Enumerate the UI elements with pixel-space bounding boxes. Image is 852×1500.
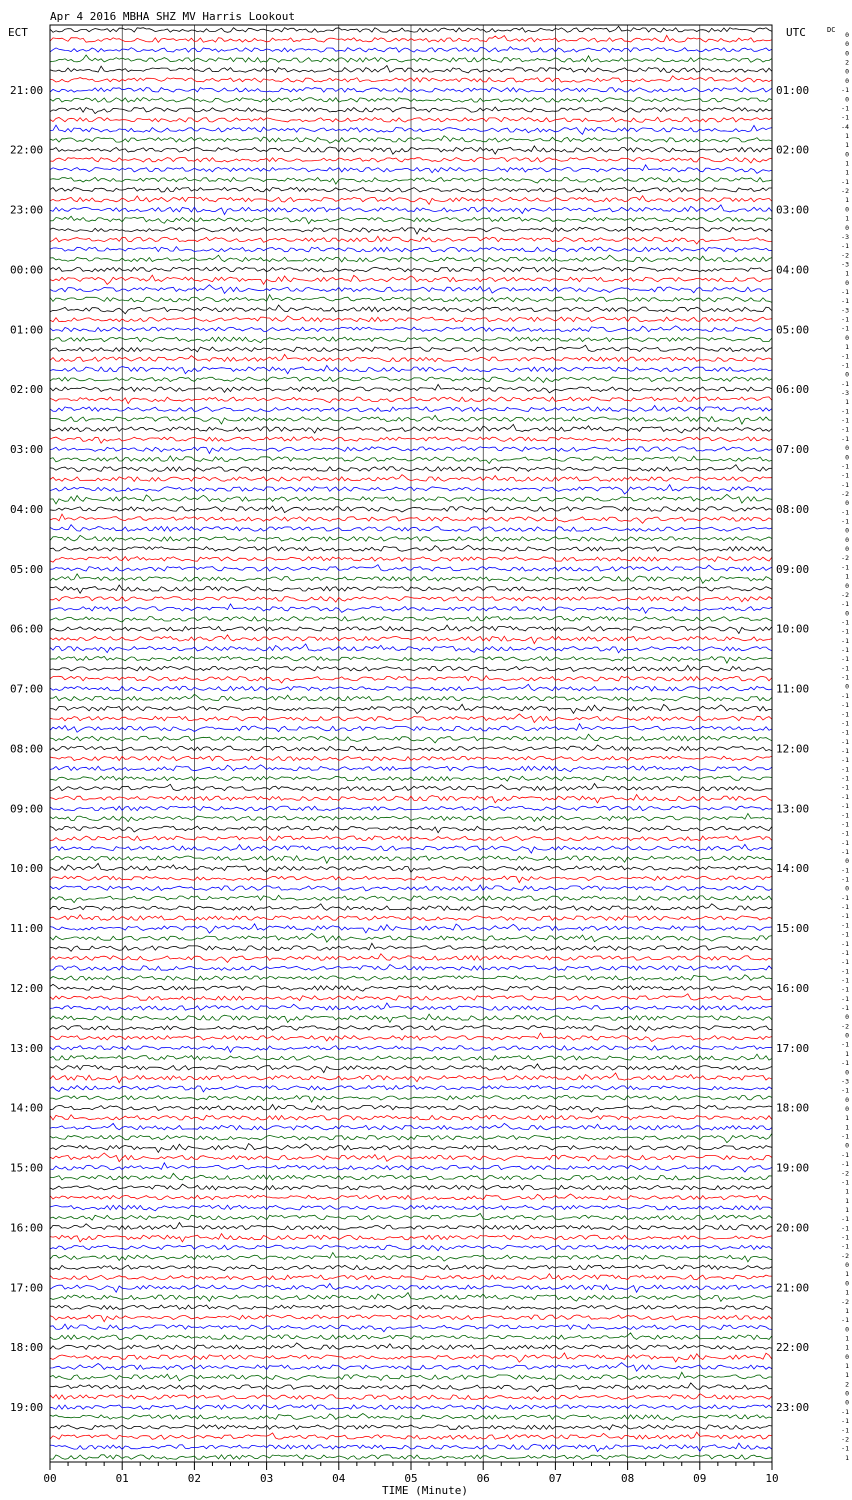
- left-hour-label: 10:00: [10, 862, 44, 876]
- dc-offset-value: -1: [841, 930, 849, 939]
- right-hour-label: 17:00: [776, 1041, 810, 1055]
- left-hour-label: 19:00: [10, 1401, 44, 1415]
- x-tick-label: 10: [765, 1472, 779, 1485]
- right-hour-label: 12:00: [776, 742, 810, 756]
- dc-offset-value: 1: [845, 1187, 849, 1196]
- dc-offset-value: 1: [845, 1206, 849, 1214]
- dc-offset-value: 1: [845, 343, 849, 352]
- dc-offset-value: 0: [845, 1095, 849, 1104]
- right-hour-label: 07:00: [776, 443, 810, 457]
- dc-offset-value: -1: [841, 802, 849, 811]
- dc-offset-value: -2: [841, 554, 849, 563]
- dc-offset-value: 1: [845, 1196, 849, 1205]
- dc-offset-value: -1: [841, 783, 849, 792]
- dc-offset-value: -1: [841, 1178, 849, 1187]
- dc-offset-value: 0: [845, 1031, 849, 1040]
- x-tick-label: 06: [476, 1472, 490, 1485]
- dc-offset-value: -1: [841, 480, 849, 489]
- left-hour-label: 09:00: [10, 802, 44, 816]
- left-hour-label: 11:00: [10, 922, 44, 936]
- dc-offset-value: -1: [841, 379, 849, 388]
- dc-offset-value: 0: [845, 682, 849, 691]
- dc-offset-value: -1: [841, 646, 849, 654]
- dc-offset-value: 0: [845, 884, 849, 893]
- chart-title: Apr 4 2016 MBHA SHZ MV Harris Lookout: [50, 10, 296, 23]
- x-axis-title: TIME (Minute): [381, 1484, 469, 1497]
- left-hour-label: 21:00: [10, 83, 44, 97]
- dc-offset-value: 0: [845, 1013, 849, 1022]
- dc-offset-value: -1: [841, 361, 849, 370]
- dc-offset-value: -3: [841, 232, 849, 241]
- dc-offset-value: 1: [845, 572, 849, 581]
- dc-offset-value: -1: [841, 710, 849, 719]
- dc-offset-value: -1: [841, 1059, 849, 1068]
- right-hour-label: 13:00: [776, 802, 810, 816]
- dc-offset-value: 1: [845, 1270, 849, 1279]
- left-hour-label: 02:00: [10, 383, 44, 397]
- dc-offset-value: 1: [845, 1123, 849, 1132]
- dc-offset-value: -1: [841, 471, 849, 480]
- dc-offset-value: -1: [841, 673, 849, 682]
- dc-offset-value: 0: [845, 1141, 849, 1150]
- dc-offset-value: -1: [841, 939, 849, 948]
- right-hour-label: 14:00: [776, 862, 810, 876]
- dc-offset-value: -1: [841, 1150, 849, 1159]
- right-hour-label: 06:00: [776, 383, 810, 397]
- left-hour-label: 03:00: [10, 443, 44, 457]
- dc-offset-value: -1: [841, 948, 849, 957]
- dc-offset-value: -2: [841, 1251, 849, 1260]
- dc-offset-value: -3: [841, 389, 849, 397]
- dc-offset-value: -1: [841, 618, 849, 627]
- dc-offset-value: 1: [845, 196, 849, 205]
- right-timezone-label: UTC: [786, 26, 806, 39]
- right-hour-label: 18:00: [776, 1101, 810, 1115]
- dc-offset-value: 0: [845, 1261, 849, 1270]
- dc-offset-value: 1: [845, 1306, 849, 1315]
- left-hour-label: 01:00: [10, 323, 44, 337]
- dc-offset-value: -2: [841, 187, 849, 196]
- dc-offset-value: -1: [841, 86, 849, 95]
- dc-offset-value: -1: [841, 563, 849, 572]
- dc-offset-value: -2: [841, 490, 849, 498]
- dc-offset-value: 1: [845, 1343, 849, 1352]
- dc-offset-value: 0: [845, 499, 849, 508]
- right-hour-label: 10:00: [776, 622, 810, 636]
- dc-offset-value: 0: [845, 453, 849, 462]
- dc-offset-value: -1: [841, 1417, 849, 1426]
- dc-offset-value: -1: [841, 508, 849, 517]
- left-hour-label: 04:00: [10, 502, 44, 516]
- right-hour-label: 15:00: [776, 922, 810, 936]
- dc-offset-value: -2: [841, 1297, 849, 1306]
- dc-offset-value: -1: [841, 765, 849, 774]
- x-tick-label: 04: [332, 1472, 346, 1485]
- x-tick-label: 05: [404, 1472, 418, 1485]
- dc-offset-value: -1: [841, 893, 849, 902]
- dc-offset-value: -1: [841, 774, 849, 783]
- right-hour-label: 11:00: [776, 682, 810, 696]
- dc-offset-value: -1: [841, 838, 849, 847]
- dc-offset-value: -1: [841, 1316, 849, 1325]
- dc-offset-value: -1: [841, 1407, 849, 1416]
- dc-offset-value: -2: [841, 1435, 849, 1444]
- dc-offset-value: -1: [841, 104, 849, 113]
- dc-offset-value: -1: [841, 425, 849, 434]
- dc-offset-value: -1: [841, 691, 849, 700]
- right-hour-label: 20:00: [776, 1221, 810, 1235]
- dc-offset-value: -1: [841, 728, 849, 737]
- left-hour-label: 05:00: [10, 562, 44, 576]
- dc-offset-value: -1: [841, 820, 849, 829]
- dc-offset-value: 0: [845, 1325, 849, 1334]
- left-hour-label: 23:00: [10, 203, 44, 217]
- dc-offset-value: 0: [845, 49, 849, 58]
- x-tick-label: 01: [115, 1472, 129, 1485]
- dc-offset-value: -1: [841, 875, 849, 884]
- dc-offset-value: -2: [841, 1169, 849, 1178]
- dc-offset-value: 1: [845, 141, 849, 150]
- dc-offset-value: -1: [841, 113, 849, 122]
- x-tick-label: 08: [620, 1472, 635, 1485]
- left-hour-label: 16:00: [10, 1221, 44, 1235]
- dc-offset-value: 0: [845, 1105, 849, 1113]
- dc-offset-value: 0: [845, 609, 849, 618]
- dc-offset-value: 1: [845, 1288, 849, 1297]
- dc-offset-value: -1: [841, 921, 849, 930]
- right-hour-label: 02:00: [776, 143, 810, 157]
- dc-offset-value: -1: [841, 636, 849, 645]
- dc-offset-value: -1: [841, 1444, 849, 1453]
- dc-offset-value: -1: [841, 664, 849, 673]
- dc-offset-value: 0: [845, 1068, 849, 1077]
- dc-offset-value: -3: [841, 260, 849, 269]
- dc-offset-value: -1: [841, 600, 849, 609]
- dc-offset-value: -3: [841, 1077, 849, 1086]
- dc-offset-value: -4: [841, 122, 849, 131]
- dc-offset-value: 1: [845, 214, 849, 223]
- right-hour-label: 21:00: [776, 1281, 810, 1295]
- dc-offset-value: -1: [841, 352, 849, 361]
- dc-offset-value: -1: [841, 1086, 849, 1095]
- dc-offset-value: 0: [845, 223, 849, 232]
- right-hour-label: 08:00: [776, 502, 810, 516]
- left-hour-label: 13:00: [10, 1041, 44, 1055]
- dc-offset-value: -1: [841, 701, 849, 710]
- dc-offset-value: 2: [845, 58, 849, 67]
- dc-offset-value: -1: [841, 1215, 849, 1224]
- dc-offset-value: -1: [841, 462, 849, 471]
- right-hour-label: 22:00: [776, 1341, 810, 1355]
- dc-offset-value: 1: [845, 1334, 849, 1343]
- right-hour-label: 23:00: [776, 1401, 810, 1415]
- dc-offset-value: -1: [841, 1040, 849, 1049]
- dc-offset-value: 0: [845, 150, 849, 159]
- dc-offset-value: -1: [841, 434, 849, 443]
- left-hour-label: 06:00: [10, 622, 44, 636]
- dc-offset-value: -1: [841, 985, 849, 994]
- dc-offset-value: -1: [841, 315, 849, 324]
- dc-offset-value: -1: [841, 903, 849, 912]
- dc-offset-value: 0: [845, 857, 849, 866]
- left-hour-label: 15:00: [10, 1161, 44, 1175]
- left-hour-label: 14:00: [10, 1101, 44, 1115]
- dc-offset-value: -1: [841, 288, 849, 296]
- dc-offset-value: -2: [841, 590, 849, 599]
- dc-offset-value: -1: [841, 1426, 849, 1435]
- dc-offset-value: 0: [845, 40, 849, 49]
- right-hour-label: 04:00: [776, 263, 810, 277]
- dc-offset-value: -1: [841, 958, 849, 967]
- dc-offset-value: -1: [841, 627, 849, 636]
- dc-offset-value: 0: [845, 205, 849, 214]
- dc-offset-value: 0: [845, 370, 849, 379]
- dc-offset-value: -1: [841, 1160, 849, 1169]
- x-axis: [43, 1462, 778, 1485]
- left-hour-label: 22:00: [10, 143, 44, 157]
- dc-offset-value: 1: [845, 1049, 849, 1058]
- x-tick-label: 03: [259, 1472, 274, 1485]
- dc-offset-value: 1: [845, 132, 849, 140]
- dc-offset-value: -1: [841, 967, 849, 976]
- dc-offset-value: 1: [845, 1453, 849, 1462]
- x-tick-label: 02: [187, 1472, 202, 1485]
- dc-offset-value: -1: [841, 177, 849, 186]
- dc-offset-value: 0: [845, 1279, 849, 1288]
- dc-offset-value: 0: [845, 31, 849, 39]
- dc-offset-value: -2: [841, 1022, 849, 1031]
- dc-offset-value: -1: [841, 1004, 849, 1012]
- dc-offset-value: -1: [841, 242, 849, 251]
- dc-offset-value: 1: [845, 1371, 849, 1380]
- dc-offset-value: 0: [845, 1389, 849, 1398]
- left-hour-label: 00:00: [10, 263, 44, 277]
- dc-offset-value: -1: [841, 811, 849, 820]
- dc-offset-value: -1: [841, 416, 849, 425]
- dc-offset-value: -1: [841, 1242, 849, 1251]
- dc-offset-value: 1: [845, 159, 849, 168]
- dc-offset-value: 1: [845, 398, 849, 407]
- dc-offset-value: 0: [845, 535, 849, 544]
- dc-offset-value: 0: [845, 545, 849, 554]
- dc-offset-value: -1: [841, 829, 849, 838]
- left-hour-label: 17:00: [10, 1281, 44, 1295]
- dc-offset-value: -1: [841, 1132, 849, 1141]
- dc-offset-value: -1: [841, 756, 849, 765]
- left-hour-label: 12:00: [10, 981, 44, 995]
- dc-offset-value: 1: [845, 1362, 849, 1370]
- minute-gridlines: [122, 25, 700, 1462]
- right-hour-label: 19:00: [776, 1161, 810, 1175]
- dc-offset-value: -1: [841, 1224, 849, 1233]
- dc-offset-header: DC: [827, 26, 836, 34]
- right-hour-label: 09:00: [776, 562, 810, 576]
- x-tick-label: 07: [548, 1472, 563, 1485]
- right-hour-label: 03:00: [776, 203, 810, 217]
- x-tick-label: 09: [693, 1472, 707, 1485]
- dc-offset-value: -1: [841, 747, 849, 755]
- dc-offset-value: 0: [845, 333, 849, 342]
- dc-offset-value: -1: [841, 848, 849, 856]
- dc-offset-value: 0: [845, 526, 849, 535]
- dc-offset-value: 1: [845, 1114, 849, 1123]
- dc-offset-value: -2: [841, 251, 849, 260]
- dc-offset-value: -1: [841, 912, 849, 921]
- left-hour-label: 07:00: [10, 682, 44, 696]
- left-hour-label: 18:00: [10, 1341, 44, 1355]
- dc-offset-value: -1: [841, 324, 849, 333]
- dc-offset-value: 0: [845, 278, 849, 287]
- dc-offset-value: -1: [841, 719, 849, 728]
- left-hour-label: 08:00: [10, 742, 44, 756]
- dc-offset-value: -1: [841, 1233, 849, 1242]
- dc-offset-value: -1: [841, 976, 849, 985]
- dc-offset-value: -1: [841, 297, 849, 306]
- dc-offset-value: 0: [845, 444, 849, 453]
- dc-offset-value: 0: [845, 67, 849, 76]
- dc-offset-value: -1: [841, 517, 849, 526]
- dc-offset-value: 0: [845, 95, 849, 104]
- dc-offset-value: -1: [841, 737, 849, 746]
- dc-offset-value: -1: [841, 866, 849, 875]
- right-hour-label: 01:00: [776, 83, 810, 97]
- dc-offset-value: -1: [841, 407, 849, 416]
- dc-offset-value: -1: [841, 655, 849, 664]
- dc-offset-value: -3: [841, 306, 849, 315]
- dc-offset-value: 2: [845, 1380, 849, 1389]
- dc-offset-value: 0: [845, 1398, 849, 1407]
- left-timezone-label: ECT: [8, 26, 28, 39]
- right-hour-label: 05:00: [776, 323, 810, 337]
- right-hour-label: 16:00: [776, 981, 810, 995]
- dc-offset-value: 0: [845, 581, 849, 590]
- x-tick-label: 00: [43, 1472, 57, 1485]
- dc-offset-value: 1: [845, 168, 849, 177]
- dc-offset-column: [841, 31, 849, 1462]
- dc-offset-value: 1: [845, 269, 849, 278]
- dc-offset-value: 0: [845, 76, 849, 85]
- dc-offset-value: 0: [845, 1352, 849, 1361]
- dc-offset-value: -1: [841, 994, 849, 1003]
- dc-offset-value: -1: [841, 792, 849, 801]
